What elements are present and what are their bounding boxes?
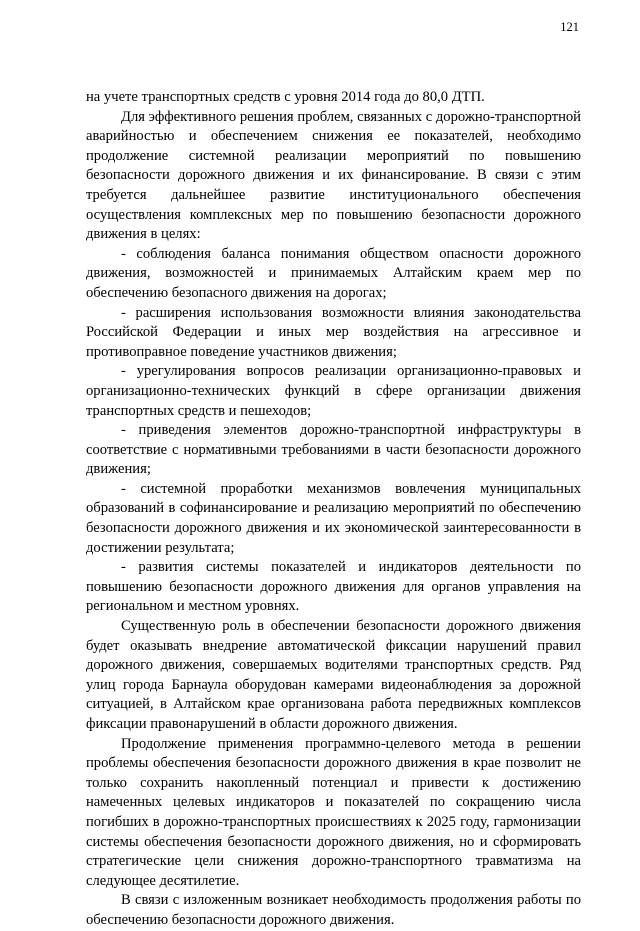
list-item: - урегулирования вопросов реализации организационно-правовых и организационно-технических функций в сфере организации движения транспортных средств и пешеходов; <box>86 363 581 419</box>
page-number: 121 <box>560 20 579 34</box>
paragraph-automation: Существенную роль в обеспечении безопасности дорожного движения будет оказывать внедрение автоматической фиксации нарушений правил дорожного движения, совершаемых водителями транспортных средств. Ряд улиц города Барнаула оборудован камерами видеонаблюдения за дорожной ситуацией, в Алтайском крае организована работа передвижных комплексов фиксации правонарушений в области дорожного движения. <box>86 618 581 732</box>
list-item: - развития системы показателей и индикаторов деятельности по повышению безопасности дорожного движения для органов управления на региональном и местном уровнях. <box>86 559 581 615</box>
paragraph-program-method: Продолжение применения программно-целевого метода в решении проблемы обеспечения безопасности дорожного движения в крае позволит не только сохранить накопленный потенциал и привести к достижению намеченных целевых индикаторов и показателей по сокращению числа погибших в дорожно-транспортных происшествиях к 2025 году, гармонизации системы обеспечения безопасности дорожного движения, но и сформировать стратегические цели снижения дорожно-транспортного травматизма на следующее десятилетие. <box>86 735 581 889</box>
paragraph-conclusion: В связи с изложенным возникает необходимость продолжения работы по обеспечению безопасности дорожного движения. <box>86 892 581 928</box>
paragraph-intro: Для эффективного решения проблем, связанных с дорожно-транспортной аварийностью и обеспечением снижения ее показателей, необходимо продолжение системной реализации мероприятий по повышению безопасности дорожного движения и их финансирование. В связи с этим требуется дальнейшее развитие институционального обеспечения осуществления комплексных мер по повышению безопасности дорожного движения в целях: <box>86 108 581 243</box>
list-item: - соблюдения баланса понимания обществом опасности дорожного движения, возможностей и принимаемых Алтайским краем мер по обеспечению безопасного движения на дорогах; <box>86 245 581 301</box>
paragraph-continuation: на учете транспортных средств с уровня 2014 года до 80,0 ДТП. <box>86 89 485 105</box>
document-body <box>86 88 581 931</box>
list-item: - расширения использования возможности влияния законодательства Российской Федерации и иных мер воздействия на агрессивное и противоправное поведение участников движения; <box>86 304 581 360</box>
list-item: - системной проработки механизмов вовлечения муниципальных образований в софинансирование и реализацию мероприятий по обеспечению безопасности дорожного движения и их экономической заинтересованности в достижении результата; <box>86 480 581 556</box>
list-item: - приведения элементов дорожно-транспортной инфраструктуры в соответствие с нормативными требованиями в части безопасности дорожного движения; <box>86 422 581 478</box>
